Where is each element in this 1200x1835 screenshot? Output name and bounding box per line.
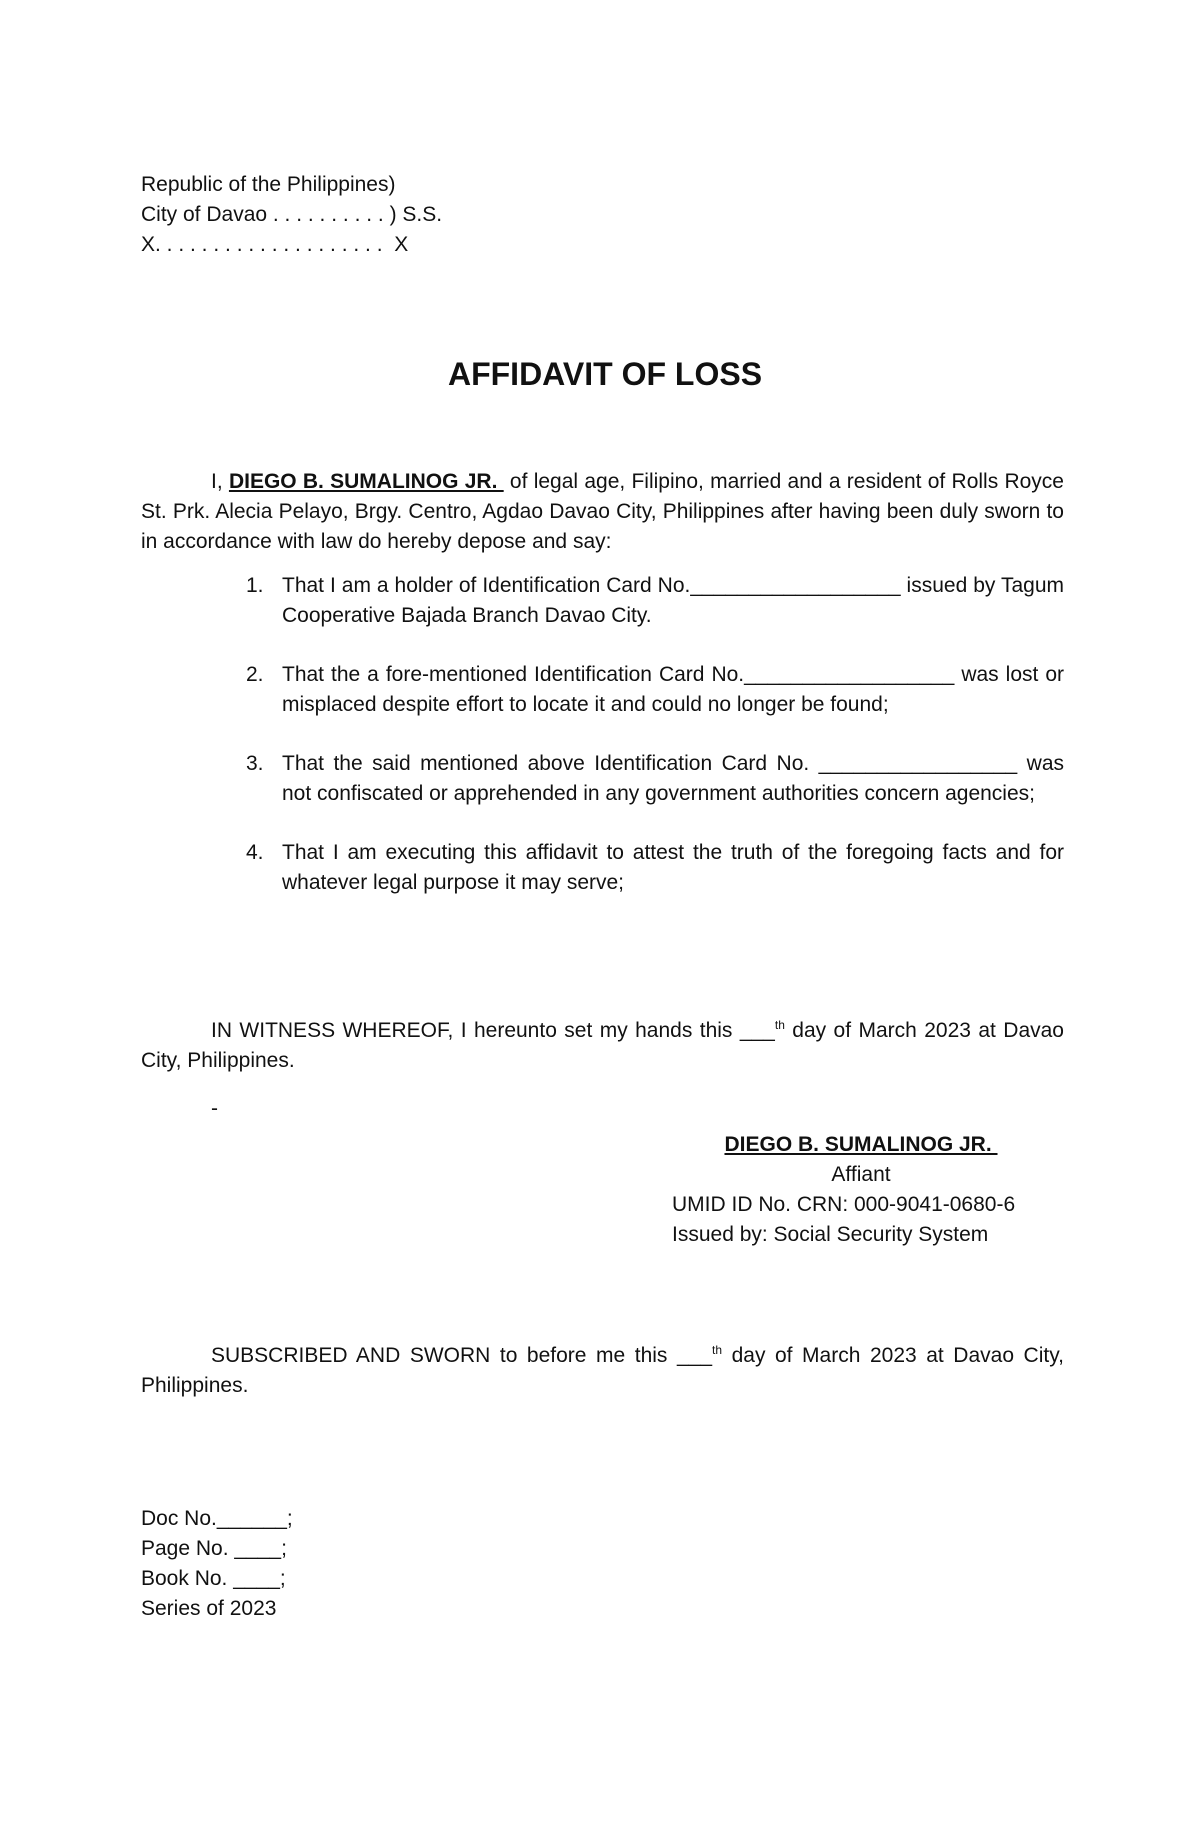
list-item-number: 4.: [246, 841, 264, 864]
witness-after: day of March 2023 at Davao City, Philippines.: [141, 1019, 1064, 1072]
venue-line-x: X. . . . . . . . . . . . . . . . . . . . X: [141, 233, 409, 256]
stray-dash: -: [211, 1097, 218, 1120]
subscribed-after: day of March 2023 at Davao City, Philippines.: [141, 1344, 1064, 1397]
signature-id-line: UMID ID No. CRN: 000-9041-0680-6: [672, 1193, 1016, 1216]
notary-page-no: Page No. ____;: [141, 1537, 287, 1560]
signature-role: Affiant: [831, 1163, 891, 1186]
list-item: [141, 838, 1064, 898]
notary-doc-no: Doc No.______;: [141, 1507, 293, 1530]
list-item: [141, 571, 1064, 631]
venue-line-republic: Republic of the Philippines): [141, 173, 396, 196]
intro-prefix: I,: [211, 470, 229, 493]
list-item-text: That the a fore-mentioned Identification Card No.__________________ was lost or misplaced despite effort to locate it and could no longer be found;: [282, 663, 1064, 716]
list-item-text: That I am a holder of Identification Card No.__________________ issued by Tagum Cooperative Bajada Branch Davao City.: [282, 574, 1064, 627]
notary-book-no: Book No. ____;: [141, 1567, 286, 1590]
intro-text: of legal age, Filipino, married and a resident of Rolls Royce St. Prk. Alecia Pelayo, Brgy. Centro, Agdao Davao City, Philippines after having been duly sworn to in accordance with law do hereby depose and say:: [141, 470, 1064, 553]
signature-name: DIEGO B. SUMALINOG JR.: [724, 1133, 998, 1156]
list-item-number: 2.: [246, 663, 264, 686]
subscribed-sup: th: [712, 1343, 723, 1357]
intro-paragraph: [141, 467, 1064, 557]
witness-before: IN WITNESS WHEREOF, I hereunto set my hands this ___: [211, 1019, 775, 1042]
venue-line-city: City of Davao . . . . . . . . . . ) S.S.: [141, 203, 443, 226]
list-item-number: 3.: [246, 752, 264, 775]
statements-list: [141, 571, 1064, 927]
list-item: [141, 749, 1064, 809]
witness-sup: th: [774, 1018, 785, 1032]
list-item-text: That I am executing this affidavit to attest the truth of the foregoing facts and for whatever legal purpose it may serve;: [282, 841, 1064, 894]
witness-paragraph: [141, 1016, 1064, 1076]
list-item: [141, 660, 1064, 720]
signature-issued-line: Issued by: Social Security System: [672, 1223, 989, 1246]
notary-series: Series of 2023: [141, 1597, 277, 1620]
notary-block: [141, 1504, 293, 1624]
subscribed-before: SUBSCRIBED AND SWORN to before me this ___: [211, 1344, 713, 1367]
list-item-text: That the said mentioned above Identification Card No. _________________ was not confiscated or apprehended in any government authorities concern agencies;: [282, 752, 1064, 805]
list-item-number: 1.: [246, 574, 264, 597]
affiant-name: DIEGO B. SUMALINOG JR.: [228, 470, 504, 493]
document-title: AFFIDAVIT OF LOSS: [447, 356, 763, 392]
signature-block: [660, 1130, 1080, 1250]
subscribed-paragraph: [141, 1341, 1064, 1401]
venue-block: [141, 170, 641, 260]
